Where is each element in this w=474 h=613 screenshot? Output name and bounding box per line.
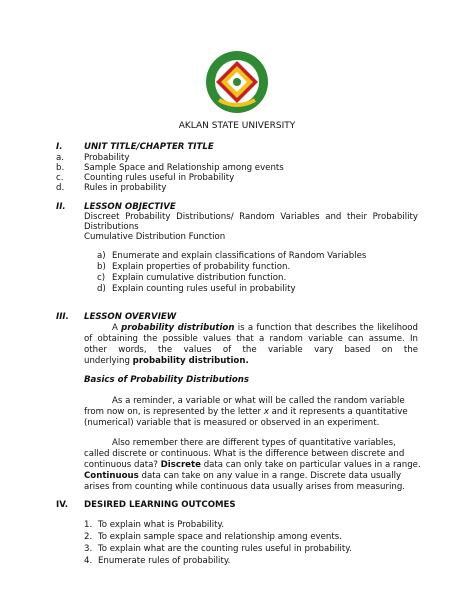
outcome-1: To explain what is Probability. [98,520,225,530]
section-2-topic-line1: Discreet Probability Distributions/ Random Variables and their Probability [84,212,418,222]
overview-p1-line4 [84,356,249,366]
overview-p3-line5: arises from counting while continuous data usually arises from measuring. [84,482,406,492]
overview-p1-line1 [112,323,418,333]
overview-p1-line4-text: underlying [84,356,130,366]
overview-p3-line3-text-a: continuous data? [84,460,158,470]
outcome-3: To explain what are the counting rules useful in probability. [98,544,352,554]
outcome-1-number: 1. [84,520,93,530]
overview-p2-line2-text-b: and it represents a quantitative [271,407,408,417]
section-3-title: LESSON OVERVIEW [84,312,177,322]
section-4-number: IV. [56,500,69,510]
objective-a: Enumerate and explain classifications of Random Variables [112,251,367,261]
section-1-item-a-letter: a. [56,153,64,163]
section-4-title: DESIRED LEARNING OUTCOMES [84,500,236,510]
objective-b: Explain properties of probability function. [112,262,291,272]
overview-p1-text-b: is a function that describes the likelihood [237,323,418,333]
section-2-title: LESSON OBJECTIVE [84,202,176,212]
section-2-number: II. [56,202,66,212]
objective-b-letter: b) [97,262,106,272]
section-1-item-c-letter: c. [56,173,64,183]
overview-p3-line4 [84,471,401,481]
overview-p2-line2-text-a: from now on, is represented by the letter [84,407,262,417]
outcome-2: To explain sample space and relationship among events. [98,532,342,542]
section-1-number: I. [56,142,63,152]
university-seal-logo [205,50,269,114]
basics-subheading: Basics of Probability Distributions [84,375,250,385]
section-1-title: UNIT TITLE/CHAPTER TITLE [84,142,214,152]
objective-c-letter: c) [97,273,106,283]
overview-p3-line2: called discrete or continuous. What is the difference between discrete and [84,449,405,459]
overview-p1-line3: other words, the values of the variable vary based on the [84,345,418,355]
overview-p1-line2: of obtaining the possible values that a random variable can assume. In [84,334,418,344]
overview-p2-line1: As a reminder, a variable or what will be called the random variable [112,396,405,406]
university-name: AKLAN STATE UNIVERSITY [178,121,296,131]
objective-c: Explain cumulative distribution function. [112,273,287,283]
section-1-item-d: Rules in probability [84,183,167,193]
term-continuous: Continuous [84,471,139,481]
term-probability-distribution-2: probability distribution. [132,356,249,366]
overview-p2-line3: (numerical) variable that is measured or observed in an experiment. [84,418,380,428]
section-1-item-b-letter: b. [56,163,65,173]
section-1-item-c: Counting rules useful in Probability [84,173,235,183]
overview-p1-text-a: A [112,323,118,333]
section-1-item-b: Sample Space and Relationship among events [84,163,284,173]
term-discrete: Discrete [160,460,201,470]
outcome-4-number: 4. [84,556,93,566]
section-1-item-a: Probability [84,153,130,163]
overview-p3-line3 [84,460,421,470]
section-2-topic-line3: Cumulative Distribution Function [84,232,226,242]
overview-p3-line4-text: data can take on any value in a range. Discrete data usually [141,471,402,481]
overview-p2-line2 [84,407,408,417]
section-1-item-d-letter: d. [56,183,65,193]
variable-x: x [263,407,269,417]
seal-center-dot [233,78,241,86]
objective-a-letter: a) [97,251,106,261]
objective-d-letter: d) [97,284,106,294]
term-probability-distribution: probability distribution [121,323,235,333]
outcome-2-number: 2. [84,532,93,542]
outcome-4: Enumerate rules of probability. [98,556,231,566]
objective-d: Explain counting rules useful in probability [112,284,296,294]
overview-p3-line3-text-b: data can only take on particular values in a range. [203,460,421,470]
overview-p3-line1: Also remember there are different types of quantitative variables, [112,438,396,448]
section-2-topic-line2: Distributions [84,222,139,232]
outcome-3-number: 3. [84,544,93,554]
section-3-number: III. [56,312,69,322]
